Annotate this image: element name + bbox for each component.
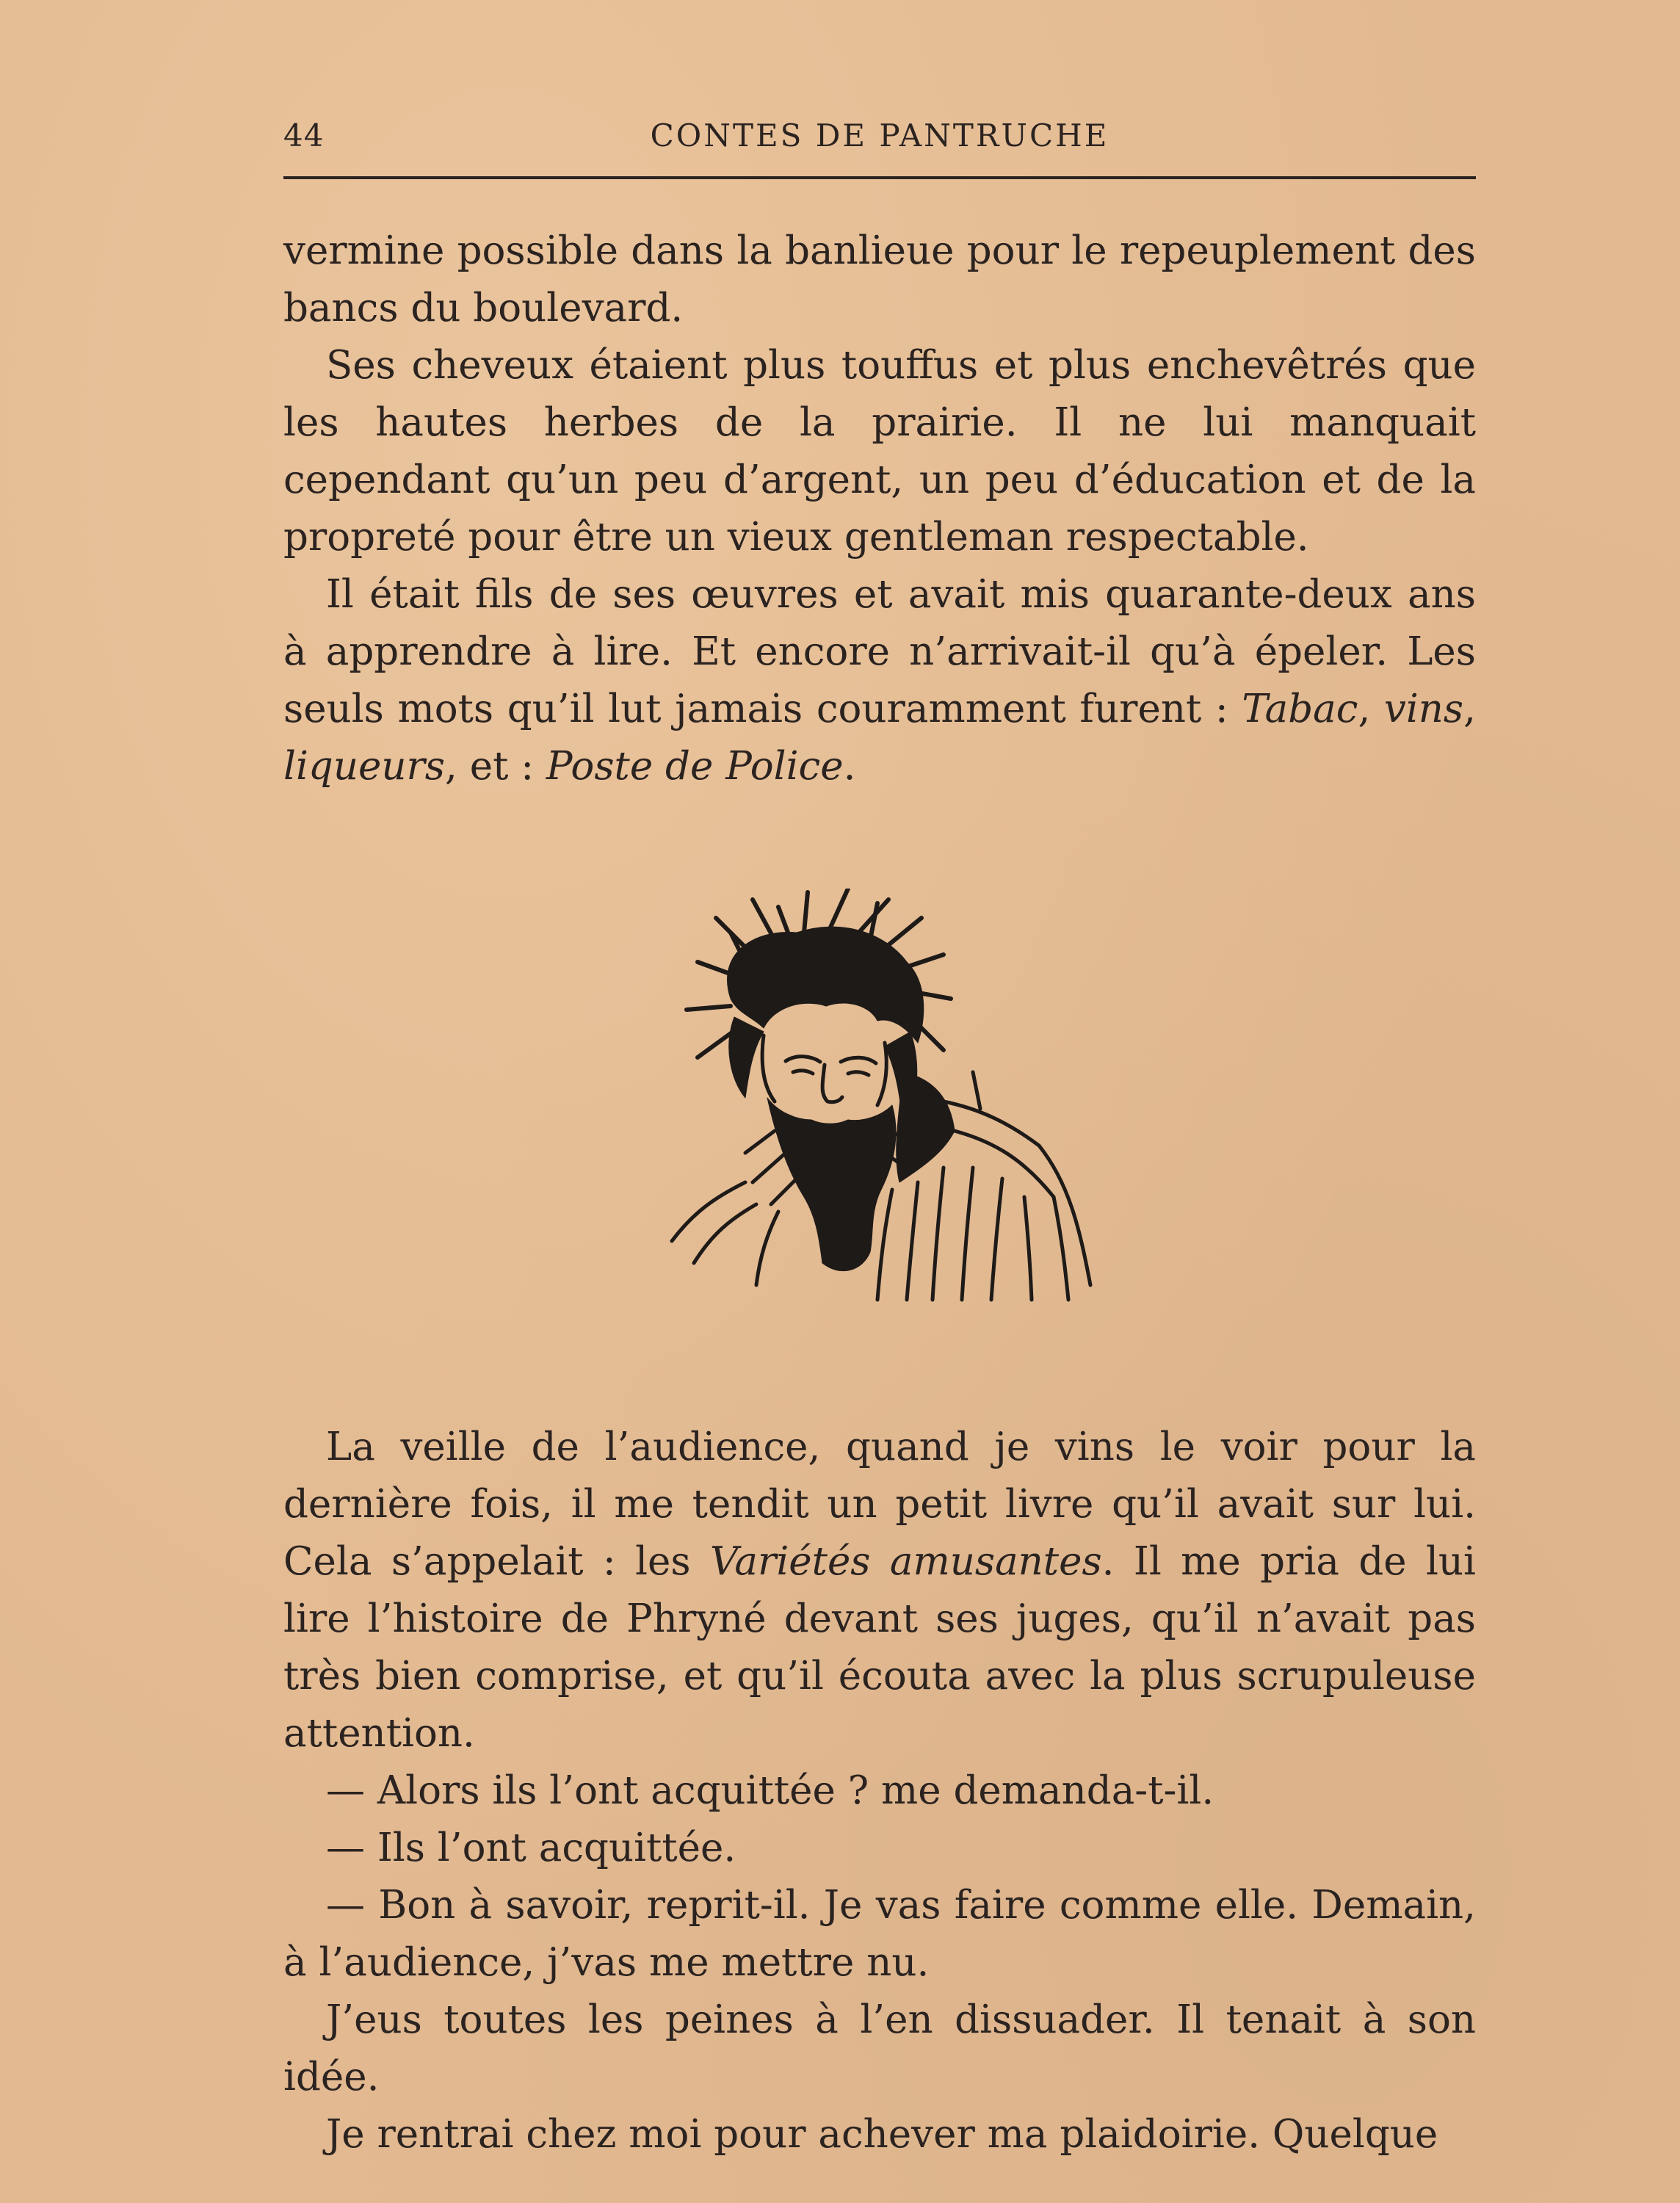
paragraph-5: — Alors ils l’ont acquittée ? me demanda-t-il. [326,1768,1214,1813]
paragraph-7: — Bon à savoir, reprit-il. Je vas faire comme elle. Demain, à l’audience, j’vas me mettre nu. [283,1883,1476,1985]
paragraph-1: vermine possible dans la banlieue pour le repeuplement des bancs du boulevard. [283,228,1476,330]
paragraph-4-after: . Il me pria de lui lire l’histoire de Phryné devant ses juges, qu’il n’avait pas très bien comprise, et qu’il écouta avec la plus scrupuleuse attention. [283,1539,1477,1756]
paragraph-2: Ses cheveux étaient plus touffus et plus enchevêtrés que les hautes herbes de la prairie. Il ne lui manquait cependant qu’un peu d’argent, un peu d’éducation et de la propreté pour être un vieux gentleman respectable. [283,343,1476,560]
separator: , [445,744,457,789]
separator: , [1358,687,1384,731]
paragraph-8: J’eus toutes les peines à l’en dissuader. Il tenait à son idée. [283,1997,1476,2099]
separator: , [1463,687,1476,731]
word-poste-de-police: Poste de Police [546,744,844,789]
page-header [283,117,1476,162]
running-title: CONTES DE PANTRUCHE [650,117,1109,153]
text-block-top [283,223,1476,795]
page-number: 44 [283,117,325,153]
paragraph-4 [283,1419,1476,1762]
paragraph-6: — Ils l’ont acquittée. [326,1826,736,1870]
separator: et : [457,744,546,789]
word-liqueurs: liqueurs [283,744,445,789]
word-tabac: Tabac [1242,687,1358,731]
paragraph-4-before: La veille de l’audience, quand je vins le voir pour la dernière fois, il me tendit un petit livre qu’il avait sur lui. Cela s’appelait : les [283,1425,1476,1584]
paragraph-3 [283,566,1476,795]
bearded-man-sketch-icon [628,889,1127,1329]
text-block-bottom [283,1419,1476,2163]
book-title: Variétés amusantes [709,1539,1102,1584]
period: . [843,744,856,789]
word-vins: vins [1383,687,1464,731]
paragraph-9: Je rentrai chez moi pour achever ma plaidoirie. Quelque [326,2112,1438,2157]
header-rule [283,176,1476,179]
paragraph-3-text: Il était fils de ses œuvres et avait mis quarante-deux ans à apprendre à lire. Et encore n’arrivait-il qu’à épeler. Les seuls mots qu’il lut jamais couramment furent : [283,572,1476,731]
